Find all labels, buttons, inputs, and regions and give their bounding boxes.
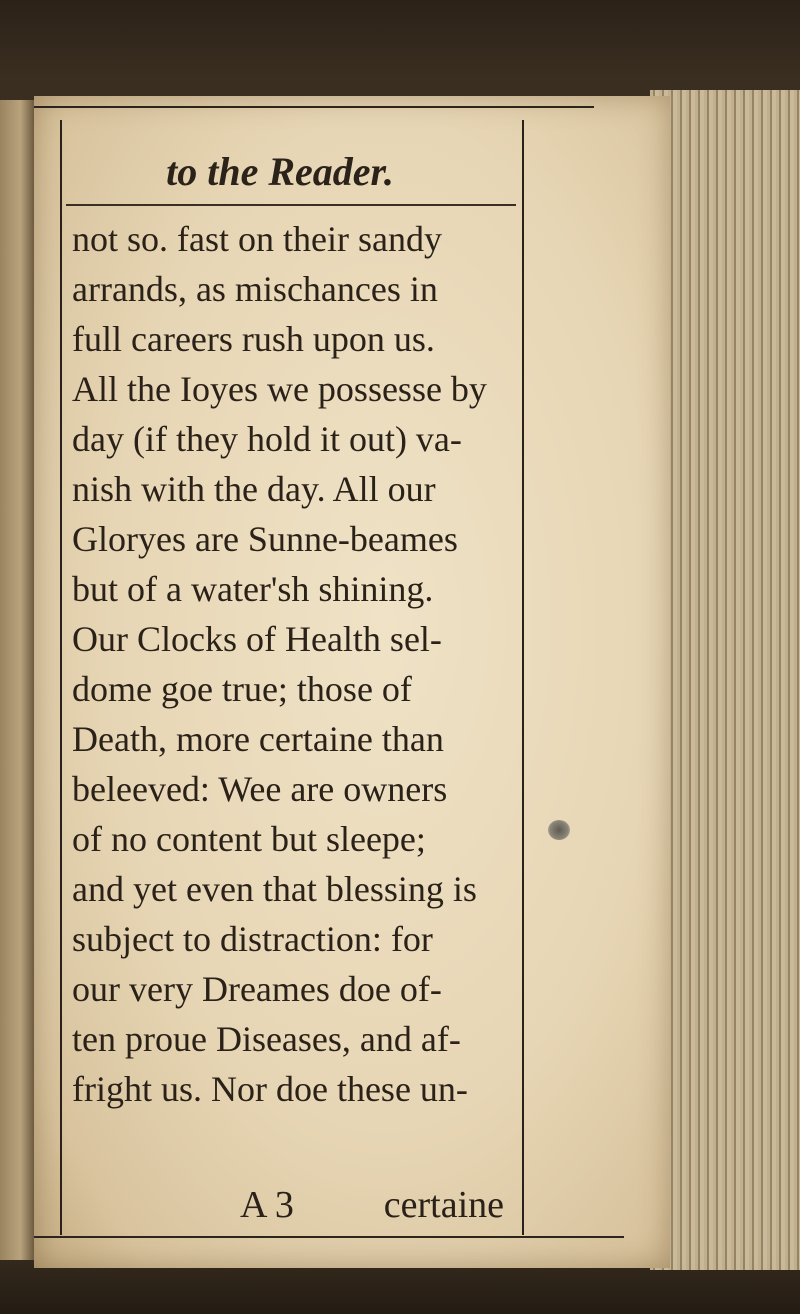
text-line: dome goe true; those of xyxy=(72,669,412,709)
text-line: fright us. Nor doe these un- xyxy=(72,1069,468,1109)
catchword: certaine xyxy=(383,1184,504,1226)
text-line: ten proue Diseases, and af- xyxy=(72,1019,461,1059)
top-rule xyxy=(34,106,594,108)
page-stack-edge xyxy=(650,90,800,1270)
bottom-rule xyxy=(34,1236,624,1238)
text-line: and yet even that blessing is xyxy=(72,869,477,909)
signature-mark: A 3 xyxy=(240,1184,294,1226)
text-line: arrands, as mischances in xyxy=(72,269,438,309)
text-line: our very Dreames doe of- xyxy=(72,969,442,1009)
text-line: of no content but sleepe; xyxy=(72,819,426,859)
text-line: nish with the day. All our xyxy=(72,469,436,509)
page-footer xyxy=(72,1180,512,1230)
body-text xyxy=(72,214,512,1114)
running-head: to the Reader. xyxy=(166,149,394,194)
text-line: but of a water'sh shining. xyxy=(72,569,434,609)
text-line: All the Ioyes we possesse by xyxy=(72,369,487,409)
text-line: not so. fast on their sandy xyxy=(72,219,442,259)
ink-stain xyxy=(548,820,570,840)
facing-page-edge xyxy=(0,100,34,1260)
text-line: beleeved: Wee are owners xyxy=(72,769,448,809)
text-line: Death, more certaine than xyxy=(72,719,444,759)
text-line: full careers rush upon us. xyxy=(72,319,435,359)
head-rule xyxy=(66,204,516,206)
text-line: subject to distraction: for xyxy=(72,919,433,959)
text-line: Our Clocks of Health sel- xyxy=(72,619,442,659)
text-line: day (if they hold it out) va- xyxy=(72,419,462,459)
text-line: Gloryes are Sunne-beames xyxy=(72,519,458,559)
